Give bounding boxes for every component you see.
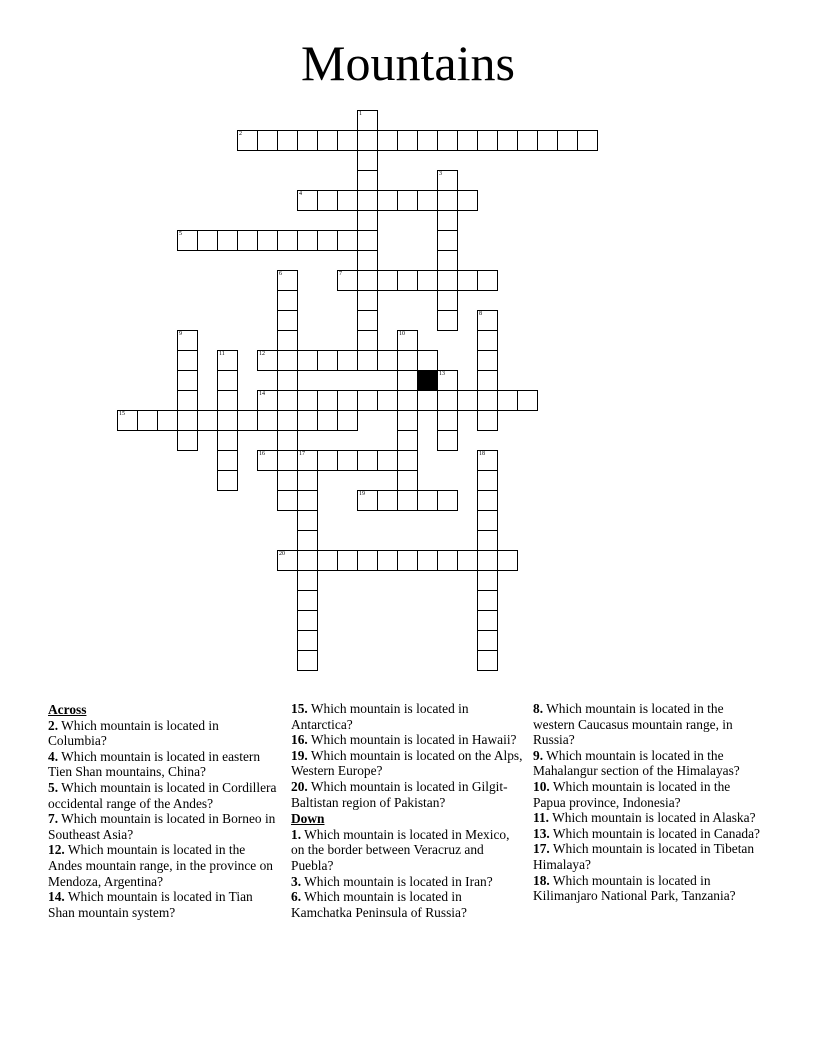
grid-cell[interactable] — [497, 130, 518, 151]
grid-cell[interactable] — [177, 430, 198, 451]
grid-cell[interactable] — [297, 630, 318, 651]
clue-number: 2 — [239, 131, 242, 137]
grid-cell[interactable] — [357, 550, 378, 571]
grid-cell[interactable] — [397, 390, 418, 411]
clue-item-number: 20. — [291, 778, 308, 794]
clue-item — [48, 811, 280, 842]
grid-cell[interactable] — [237, 410, 258, 431]
grid-cell[interactable] — [357, 290, 378, 311]
grid-cell[interactable] — [477, 650, 498, 671]
grid-cell[interactable] — [437, 390, 458, 411]
grid-cell[interactable] — [477, 310, 498, 331]
clue-item-text: Which mountain is located in the Papua province, Indonesia? — [533, 778, 731, 810]
grid-cell[interactable] — [477, 350, 498, 371]
grid-cell[interactable] — [277, 550, 298, 571]
grid-cell[interactable] — [437, 170, 458, 191]
grid-cell[interactable] — [357, 450, 378, 471]
clue-number: 7 — [339, 271, 342, 277]
clue-item — [533, 826, 765, 842]
clue-item — [291, 874, 523, 890]
grid-cell[interactable] — [317, 390, 338, 411]
grid-cell[interactable] — [437, 490, 458, 511]
grid-cell[interactable] — [437, 230, 458, 251]
grid-cell[interactable] — [137, 410, 158, 431]
clue-item-text: Which mountain is located in Alaska? — [549, 810, 756, 826]
grid-cell[interactable] — [397, 470, 418, 491]
clue-number: 5 — [179, 231, 182, 237]
grid-cell[interactable] — [277, 130, 298, 151]
grid-cell[interactable] — [357, 270, 378, 291]
grid-cell[interactable] — [297, 650, 318, 671]
grid-cell[interactable] — [277, 350, 298, 371]
down-clue-list-continued — [533, 701, 765, 904]
grid-cell[interactable] — [477, 510, 498, 531]
grid-cell[interactable] — [397, 370, 418, 391]
clue-item-text: Which mountain is located in Canada? — [549, 825, 760, 841]
clue-item — [291, 779, 523, 810]
grid-cell[interactable] — [397, 130, 418, 151]
across-heading: Across — [48, 702, 87, 717]
grid-cell[interactable] — [297, 510, 318, 531]
grid-cell[interactable] — [217, 370, 238, 391]
clue-item-number: 13. — [533, 825, 550, 841]
grid-cell[interactable] — [377, 450, 398, 471]
grid-cell[interactable] — [517, 130, 538, 151]
grid-cell[interactable] — [317, 190, 338, 211]
grid-cell[interactable] — [337, 270, 358, 291]
clue-item — [533, 701, 765, 748]
grid-cell[interactable] — [297, 570, 318, 591]
grid-cell[interactable] — [297, 190, 318, 211]
clue-item-text: Which mountain is located in Hawaii? — [307, 732, 517, 748]
clue-number: 12 — [259, 351, 265, 357]
grid-cell[interactable] — [497, 550, 518, 571]
clue-item-text: Which mountain is located in Iran? — [301, 873, 493, 889]
clue-item — [533, 779, 765, 810]
grid-cell[interactable] — [397, 270, 418, 291]
grid-cell[interactable] — [417, 390, 438, 411]
clue-item — [48, 718, 280, 749]
black-cell — [417, 370, 438, 391]
grid-cell[interactable] — [317, 130, 338, 151]
grid-cell[interactable] — [277, 290, 298, 311]
grid-cell[interactable] — [297, 450, 318, 471]
clue-item — [291, 701, 523, 732]
grid-cell[interactable] — [217, 450, 238, 471]
grid-cell[interactable] — [437, 130, 458, 151]
grid-cell[interactable] — [217, 230, 238, 251]
grid-cell[interactable] — [377, 270, 398, 291]
grid-cell[interactable] — [337, 230, 358, 251]
clue-item-number: 12. — [48, 842, 65, 858]
grid-cell[interactable] — [397, 190, 418, 211]
grid-cell[interactable] — [277, 310, 298, 331]
grid-cell[interactable] — [337, 350, 358, 371]
down-heading: Down — [291, 811, 325, 827]
clue-item-number: 6. — [291, 889, 302, 905]
grid-cell[interactable] — [417, 490, 438, 511]
clue-item-number: 7. — [48, 811, 59, 827]
clues-column-1 — [48, 701, 280, 920]
grid-cell[interactable] — [237, 230, 258, 251]
grid-cell[interactable] — [297, 590, 318, 611]
clue-item — [48, 749, 280, 780]
grid-cell[interactable] — [537, 130, 558, 151]
grid-cell[interactable] — [297, 490, 318, 511]
grid-cell[interactable] — [277, 430, 298, 451]
grid-cell[interactable] — [377, 190, 398, 211]
clue-item — [291, 827, 523, 874]
grid-cell[interactable] — [297, 550, 318, 571]
grid-cell[interactable] — [197, 410, 218, 431]
clue-item-number: 17. — [533, 841, 550, 857]
grid-cell[interactable] — [417, 190, 438, 211]
grid-cell[interactable] — [477, 470, 498, 491]
grid-cell[interactable] — [397, 350, 418, 371]
grid-cell[interactable] — [397, 450, 418, 471]
grid-cell[interactable] — [437, 290, 458, 311]
clue-item-text: Which mountain is located in the Andes mountain range, in the province on Mendoza, Argentina? — [48, 842, 273, 889]
grid-cell[interactable] — [437, 550, 458, 571]
clue-item-number: 19. — [291, 747, 308, 763]
grid-cell[interactable] — [257, 230, 278, 251]
clue-item-text: Which mountain is located in the western Caucasus mountain range, in Russia? — [533, 701, 733, 748]
grid-cell[interactable] — [557, 130, 578, 151]
grid-cell[interactable] — [477, 450, 498, 471]
clue-item-number: 4. — [48, 748, 59, 764]
grid-cell[interactable] — [297, 610, 318, 631]
grid-cell[interactable] — [357, 210, 378, 231]
grid-cell[interactable] — [297, 390, 318, 411]
grid-cell[interactable] — [257, 130, 278, 151]
grid-cell[interactable] — [217, 430, 238, 451]
grid-cell[interactable] — [477, 610, 498, 631]
grid-cell[interactable] — [337, 390, 358, 411]
clue-item-text: Which mountain is located in Kilimanjaro National Park, Tanzania? — [533, 872, 736, 904]
grid-cell[interactable] — [357, 330, 378, 351]
grid-cell[interactable] — [317, 450, 338, 471]
clue-item-number: 8. — [533, 701, 544, 716]
clue-number: 1 — [359, 111, 362, 117]
grid-cell[interactable] — [397, 330, 418, 351]
grid-cell[interactable] — [357, 230, 378, 251]
clue-item — [48, 780, 280, 811]
clue-item-text: Which mountain is located in Cordillera occidental range of the Andes? — [48, 779, 277, 811]
grid-cell[interactable] — [397, 430, 418, 451]
grid-cell[interactable] — [277, 410, 298, 431]
grid-cell[interactable] — [477, 490, 498, 511]
grid-cell[interactable] — [317, 550, 338, 571]
grid-cell[interactable] — [477, 130, 498, 151]
grid-cell[interactable] — [397, 410, 418, 431]
clue-item-text: Which mountain is located in the Mahalangur section of the Himalayas? — [533, 747, 740, 779]
grid-cell[interactable] — [297, 350, 318, 371]
clue-number: 17 — [299, 451, 305, 457]
grid-cell[interactable] — [477, 530, 498, 551]
grid-cell[interactable] — [357, 490, 378, 511]
grid-cell[interactable] — [277, 450, 298, 471]
clue-item-number: 2. — [48, 717, 59, 733]
grid-cell[interactable] — [357, 110, 378, 131]
grid-cell[interactable] — [217, 470, 238, 491]
grid-cell[interactable] — [317, 230, 338, 251]
grid-cell[interactable] — [457, 390, 478, 411]
grid-cell[interactable] — [437, 430, 458, 451]
clues-column-2 — [291, 701, 523, 920]
grid-cell[interactable] — [477, 630, 498, 651]
grid-cell[interactable] — [417, 550, 438, 571]
grid-cell[interactable] — [157, 410, 178, 431]
grid-cell[interactable] — [357, 350, 378, 371]
grid-cell[interactable] — [297, 130, 318, 151]
clue-number: 4 — [299, 191, 302, 197]
grid-cell[interactable] — [357, 250, 378, 271]
grid-cell[interactable] — [377, 130, 398, 151]
grid-cell[interactable] — [277, 470, 298, 491]
grid-cell[interactable] — [177, 330, 198, 351]
clue-item — [291, 748, 523, 779]
grid-cell[interactable] — [177, 410, 198, 431]
clue-number: 9 — [179, 331, 182, 337]
clue-number: 19 — [359, 491, 365, 497]
grid-cell[interactable] — [297, 470, 318, 491]
clue-number: 13 — [439, 371, 445, 377]
grid-cell[interactable] — [457, 550, 478, 571]
grid-cell[interactable] — [277, 490, 298, 511]
clue-number: 3 — [439, 171, 442, 177]
clue-number: 6 — [279, 271, 282, 277]
clue-number: 14 — [259, 391, 265, 397]
clue-item-text: Which mountain is located on the Alps, Western Europe? — [291, 747, 523, 779]
grid-cell[interactable] — [477, 370, 498, 391]
clue-item-number: 9. — [533, 747, 544, 763]
grid-cell[interactable] — [297, 230, 318, 251]
grid-cell[interactable] — [117, 410, 138, 431]
grid-cell[interactable] — [277, 330, 298, 351]
grid-cell[interactable] — [237, 130, 258, 151]
grid-cell[interactable] — [337, 190, 358, 211]
clue-item-text: Which mountain is located in Gilgit-Baltistan region of Pakistan? — [291, 778, 508, 810]
grid-cell[interactable] — [417, 350, 438, 371]
clue-number: 15 — [119, 411, 125, 417]
grid-cell[interactable] — [477, 270, 498, 291]
clue-item-number: 16. — [291, 732, 308, 748]
grid-cell[interactable] — [177, 230, 198, 251]
grid-cell[interactable] — [457, 130, 478, 151]
clue-item-number: 18. — [533, 872, 550, 888]
grid-cell[interactable] — [217, 410, 238, 431]
clue-item — [48, 889, 280, 920]
clue-item-text: Which mountain is located in Antarctica? — [291, 701, 469, 732]
grid-cell[interactable] — [277, 370, 298, 391]
grid-cell[interactable] — [317, 410, 338, 431]
grid-cell[interactable] — [297, 530, 318, 551]
grid-cell[interactable] — [257, 350, 278, 371]
grid-cell[interactable] — [337, 450, 358, 471]
grid-cell[interactable] — [437, 310, 458, 331]
grid-cell[interactable] — [377, 490, 398, 511]
grid-cell[interactable] — [457, 190, 478, 211]
grid-cell[interactable] — [477, 590, 498, 611]
down-clue-list — [291, 827, 523, 921]
clue-item-number: 11. — [533, 810, 549, 826]
grid-cell[interactable] — [357, 190, 378, 211]
clue-item-text: Which mountain is located in Tian Shan mountain system? — [48, 889, 253, 920]
grid-cell[interactable] — [257, 390, 278, 411]
grid-cell[interactable] — [257, 450, 278, 471]
grid-cell[interactable] — [517, 390, 538, 411]
grid-cell[interactable] — [277, 390, 298, 411]
grid-cell[interactable] — [357, 150, 378, 171]
grid-cell[interactable] — [477, 390, 498, 411]
grid-cell[interactable] — [437, 370, 458, 391]
grid-cell[interactable] — [217, 350, 238, 371]
grid-cell[interactable] — [337, 130, 358, 151]
clue-item-number: 10. — [533, 778, 550, 794]
grid-cell[interactable] — [377, 550, 398, 571]
grid-cell[interactable] — [397, 490, 418, 511]
puzzle-title: Mountains — [301, 35, 515, 91]
grid-cell[interactable] — [357, 170, 378, 191]
clue-item — [48, 842, 280, 889]
grid-cell[interactable] — [177, 390, 198, 411]
clue-item-text: Which mountain is located in Mexico, on the border between Veracruz and Puebla? — [291, 826, 510, 873]
clue-number: 18 — [479, 451, 485, 457]
grid-cell[interactable] — [577, 130, 598, 151]
grid-cell[interactable] — [277, 230, 298, 251]
grid-cell[interactable] — [337, 550, 358, 571]
grid-cell[interactable] — [437, 410, 458, 431]
clue-number: 11 — [219, 351, 225, 357]
clue-item — [533, 748, 765, 779]
grid-cell[interactable] — [437, 190, 458, 211]
clue-item-number: 3. — [291, 873, 302, 889]
grid-cell[interactable] — [437, 250, 458, 271]
grid-cell[interactable] — [317, 350, 338, 371]
grid-cell[interactable] — [177, 370, 198, 391]
grid-cell[interactable] — [477, 410, 498, 431]
clue-item-text: Which mountain is located in eastern Tien Shan mountains, China? — [48, 748, 261, 780]
clue-item-number: 15. — [291, 701, 308, 716]
clue-number: 10 — [399, 331, 405, 337]
clue-item-number: 1. — [291, 826, 302, 842]
grid-cell[interactable] — [357, 310, 378, 331]
grid-cell[interactable] — [257, 410, 278, 431]
clue-item — [291, 732, 523, 748]
grid-cell[interactable] — [377, 350, 398, 371]
across-clue-list-continued — [291, 701, 523, 810]
grid-cell[interactable] — [277, 270, 298, 291]
grid-cell[interactable] — [417, 270, 438, 291]
grid-cell[interactable] — [177, 350, 198, 371]
clue-item-number: 14. — [48, 889, 65, 905]
grid-cell[interactable] — [477, 570, 498, 591]
grid-cell[interactable] — [457, 270, 478, 291]
clue-item-text: Which mountain is located in Borneo in Southeast Asia? — [48, 811, 276, 842]
grid-cell[interactable] — [197, 230, 218, 251]
grid-cell[interactable] — [417, 130, 438, 151]
clue-number: 8 — [479, 311, 482, 317]
grid-cell[interactable] — [217, 390, 238, 411]
grid-cell[interactable] — [337, 410, 358, 431]
clue-item-number: 5. — [48, 779, 59, 795]
clue-number: 16 — [259, 451, 265, 457]
grid-cell[interactable] — [437, 210, 458, 231]
clue-item — [533, 841, 765, 872]
clue-item-text: Which mountain is located in Tibetan Himalaya? — [533, 841, 755, 872]
across-clue-list — [48, 718, 280, 921]
grid-cell[interactable] — [297, 410, 318, 431]
grid-cell[interactable] — [497, 390, 518, 411]
clues-column-3 — [533, 701, 765, 904]
grid-cell[interactable] — [357, 130, 378, 151]
clue-item — [533, 873, 765, 904]
grid-cell[interactable] — [397, 550, 418, 571]
grid-cell[interactable] — [357, 390, 378, 411]
clue-number: 20 — [279, 551, 285, 557]
clue-item-text: Which mountain is located in Columbia? — [48, 717, 219, 749]
clue-item-text: Which mountain is located in Kamchatka Peninsula of Russia? — [291, 889, 467, 920]
clue-item — [291, 889, 523, 920]
grid-cell[interactable] — [377, 390, 398, 411]
grid-cell[interactable] — [477, 550, 498, 571]
clue-item — [533, 810, 765, 826]
grid-cell[interactable] — [437, 270, 458, 291]
grid-cell[interactable] — [477, 330, 498, 351]
